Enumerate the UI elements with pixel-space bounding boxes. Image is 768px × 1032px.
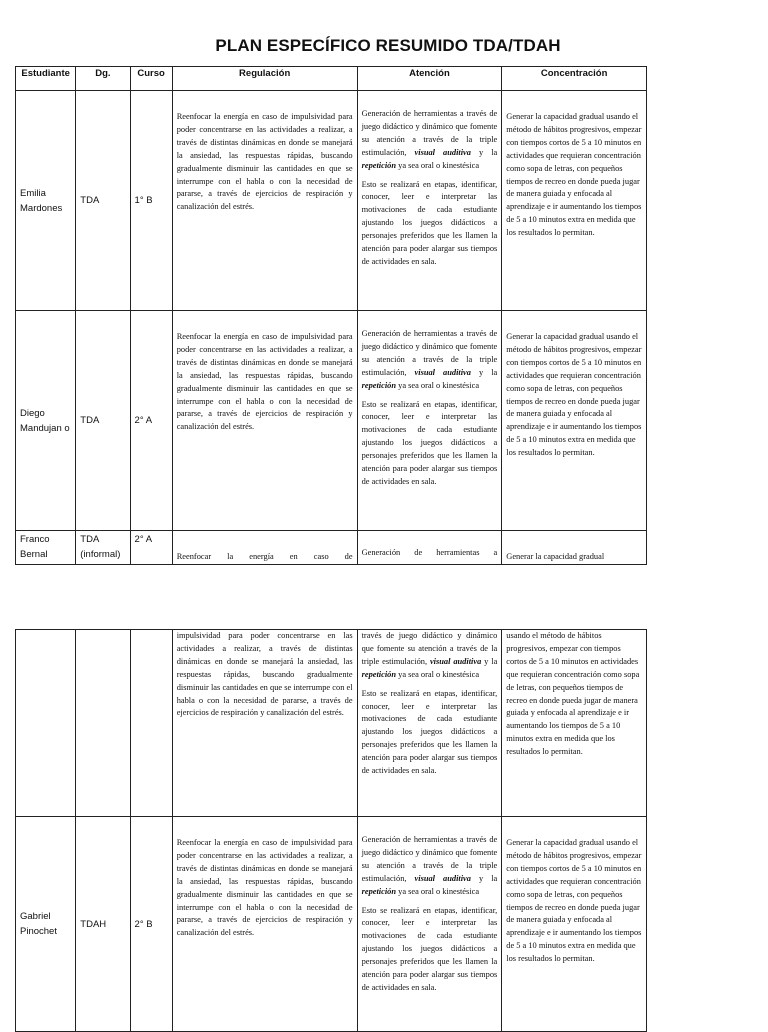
atencion-paragraph-1: través de juego didáctico y dinámico que fomente su atención a través de la triple estimulación, visual auditiva y la repetición ya sea oral o kinestésica	[361, 631, 498, 679]
atencion-paragraph-2: Esto se realizará en etapas, identificar, conocer, leer e interpretar las motivaciones de cada estudiante ajustando los juegos didácticos a personajes preferidos que les llamen la atención para poder alargar sus tiempos de actividades en sala.	[361, 179, 498, 266]
student-dg: TDAH	[76, 817, 130, 1032]
regulacion-cell: Reenfocar la energía en caso de impulsividad para poder concentrarse en las actividades a realizar, a través de distintas dinámicas en donde se manejará la ansiedad, las respuestas rápidas, buscando gradualmente disminuir las cantidades en que se interrumpe con el habla o con la necesidad de pararse, a través de ejercicios de respiración y canalización del estrés.	[172, 91, 357, 311]
table-row	[16, 91, 647, 311]
header-curso: Curso	[130, 67, 172, 91]
atencion-cell: Generación de herramientas a	[357, 531, 502, 565]
plan-table-page-2	[15, 629, 647, 1032]
student-dg: TDA	[76, 91, 130, 311]
concentracion-cell: Generar la capacidad gradual usando el método de hábitos progresivos, empezar con tiempos cortos de 5 a 10 minutos en actividades que requieran concentración como sopa de letras, con pequeños tiempos de recreo en donde pueda jugar de manera guiada y enfocada al aprendizaje e ir aumentando los tiempos de 5 a 10 minutos extra en medida que los resultados lo permitan.	[502, 817, 647, 1032]
atencion-paragraph-1: Generación de herramientas a través de juego didáctico y dinámico que fomente su atención a través de la triple estimulación, visual auditiva y la repetición ya sea oral o kinestésica	[361, 835, 498, 896]
atencion-cell	[357, 91, 502, 311]
atencion-paragraph-1: Generación de herramientas a través de juego didáctico y dinámico que fomente su atención a través de la triple estimulación, visual auditiva y la repetición ya sea oral o kinestésica	[361, 109, 498, 170]
student-curso: 2° A	[130, 311, 172, 531]
regulacion-cell: Reenfocar la energía en caso de impulsividad para poder concentrarse en las actividades a realizar, a través de distintas dinámicas en donde se manejará la ansiedad, las respuestas rápidas, buscando gradualmente disminuir las cantidades en que se interrumpe con el habla o con la necesidad de pararse, a través de ejercicios de respiración y canalización del estrés.	[172, 817, 357, 1032]
student-curso: 2° B	[130, 817, 172, 1032]
regulacion-cell: impulsividad para poder concentrarse en las actividades a realizar, a través de distintas dinámicas en donde se manejará la ansiedad, las respuestas rápidas, buscando gradualmente disminuir las cantidades en que se interrumpe con el habla o con la necesidad de pararse, a través de ejercicios de respiración y canalización del estrés.	[172, 630, 357, 817]
header-concentracion: Concentración	[502, 67, 647, 91]
atencion-cell	[357, 311, 502, 531]
header-regulacion: Regulación	[172, 67, 357, 91]
plan-table-page-1	[15, 66, 647, 565]
student-name: Diego Mandujan o	[16, 311, 76, 531]
student-dg: TDA (informal)	[76, 531, 130, 565]
table-row	[16, 630, 647, 817]
atencion-paragraph-1: Generación de herramientas a través de juego didáctico y dinámico que fomente su atención a través de la triple estimulación, visual auditiva y la repetición ya sea oral o kinestésica	[361, 329, 498, 390]
regulacion-cell: Reenfocar la energía en caso de	[172, 531, 357, 565]
concentracion-cell: Generar la capacidad gradual usando el método de hábitos progresivos, empezar con tiempos cortos de 5 a 10 minutos en actividades que requieran concentración como sopa de letras, con pequeños tiempos de recreo en donde pueda jugar de manera guiada y enfocada al aprendizaje e ir aumentando los tiempos de 5 a 10 minutos extra en medida que los resultados lo permitan.	[502, 91, 647, 311]
concentracion-cell: Generar la capacidad gradual	[502, 531, 647, 565]
atencion-paragraph-2: Esto se realizará en etapas, identificar, conocer, leer e interpretar las motivaciones de cada estudiante ajustando los juegos didácticos a personajes preferidos que les llamen la atención para poder alargar sus tiempos de actividades en sala.	[361, 905, 498, 992]
atencion-cell	[357, 630, 502, 817]
table-row	[16, 531, 647, 565]
student-name: Franco Bernal	[16, 531, 76, 565]
student-curso: 1° B	[130, 91, 172, 311]
atencion-cell	[357, 817, 502, 1032]
atencion-paragraph-2: Esto se realizará en etapas, identificar, conocer, leer e interpretar las motivaciones de cada estudiante ajustando los juegos didácticos a personajes preferidos que les llamen la atención para poder alargar sus tiempos de actividades en sala.	[361, 688, 498, 776]
student-name: Emilia Mardones	[16, 91, 76, 311]
header-atencion: Atención	[357, 67, 502, 91]
header-dg: Dg.	[76, 67, 130, 91]
student-curso: 2° A	[130, 531, 172, 565]
header-estudiante: Estudiante	[16, 67, 76, 91]
concentracion-cell: Generar la capacidad gradual usando el método de hábitos progresivos, empezar con tiempos cortos de 5 a 10 minutos en actividades que requieran concentración como sopa de letras, con pequeños tiempos de recreo en donde pueda jugar de manera guiada y enfocada al aprendizaje e ir aumentando los tiempos de 5 a 10 minutos extra en medida que los resultados lo permitan.	[502, 311, 647, 531]
table-row	[16, 311, 647, 531]
table-row	[16, 817, 647, 1032]
atencion-paragraph-2: Esto se realizará en etapas, identificar, conocer, leer e interpretar las motivaciones de cada estudiante ajustando los juegos didácticos a personajes preferidos que les llamen la atención para poder alargar sus tiempos de actividades en sala.	[361, 399, 498, 486]
table-header-row	[16, 67, 647, 91]
concentracion-cell: usando el método de hábitos progresivos, empezar con tiempos cortos de 5 a 10 minutos en actividades que requieran concentración como sopa de letras, con pequeños tiempos de recreo en donde pueda jugar de manera guiada y enfocada al aprendizaje e ir aumentando los tiempos de 5 a 10 minutos extra en medida que los resultados lo permitan.	[502, 630, 647, 817]
student-dg: TDA	[76, 311, 130, 531]
student-name: Gabriel Pinochet	[16, 817, 76, 1032]
student-dg-cont	[76, 630, 130, 817]
page-title: PLAN ESPECÍFICO RESUMIDO TDA/TDAH	[215, 36, 561, 55]
regulacion-cell: Reenfocar la energía en caso de impulsividad para poder concentrarse en las actividades a realizar, a través de distintas dinámicas en donde se manejará la ansiedad, las respuestas rápidas, buscando gradualmente disminuir las cantidades en que se interrumpe con el habla o con la necesidad de pararse, a través de ejercicios de respiración y canalización del estrés.	[172, 311, 357, 531]
student-curso-cont	[130, 630, 172, 817]
student-name-cont	[16, 630, 76, 817]
